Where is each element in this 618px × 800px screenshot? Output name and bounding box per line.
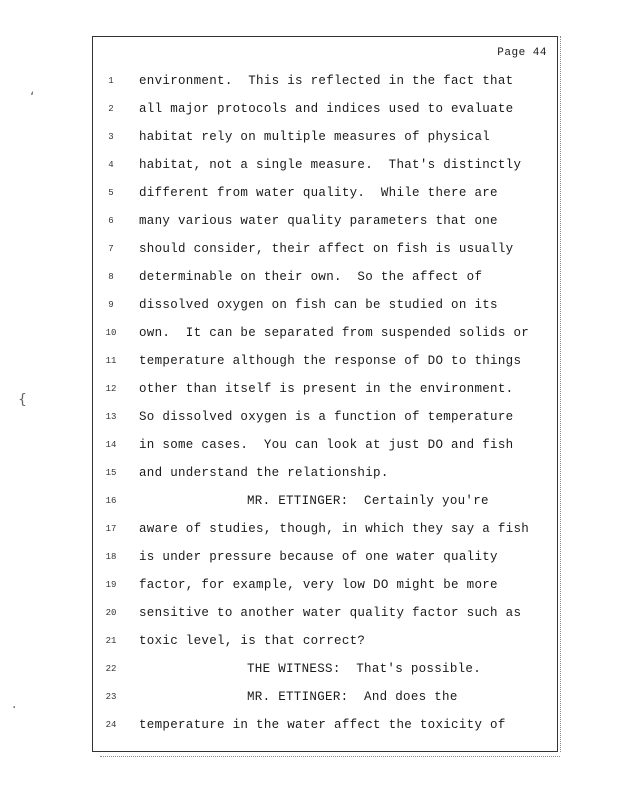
line-text: temperature although the response of DO to things (139, 354, 522, 368)
line-number: 18 (105, 552, 117, 562)
line-text: habitat rely on multiple measures of physical (139, 130, 491, 144)
transcript-line (93, 95, 557, 123)
line-text: habitat, not a single measure. That's distinctly (139, 158, 522, 172)
transcript-line (93, 571, 557, 599)
line-number: 5 (108, 188, 114, 198)
line-number: 19 (105, 580, 117, 590)
line-text: environment. This is reflected in the fact that (139, 74, 514, 88)
line-number: 2 (108, 104, 114, 114)
line-number: 6 (108, 216, 114, 226)
line-text: determinable on their own. So the affect of (139, 270, 483, 284)
speaker-line-text: MR. ETTINGER: And does the (247, 690, 458, 704)
transcript-line (93, 319, 557, 347)
page-number: Page 44 (497, 47, 547, 59)
scan-bracket-icon: { (18, 392, 27, 408)
line-text: many various water quality parameters that one (139, 214, 498, 228)
transcript-line (93, 67, 557, 95)
line-text: should consider, their affect on fish is usually (139, 242, 514, 256)
transcript-line (93, 655, 557, 683)
transcript-line (93, 375, 557, 403)
transcript-line (93, 347, 557, 375)
line-number: 15 (105, 468, 117, 478)
transcript-lines (93, 67, 557, 739)
scan-speck-icon: · (12, 700, 17, 716)
line-text: in some cases. You can look at just DO and fish (139, 438, 514, 452)
line-number: 23 (105, 692, 117, 702)
transcript-line (93, 599, 557, 627)
line-number: 17 (105, 524, 117, 534)
line-number: 10 (105, 328, 117, 338)
line-number: 12 (105, 384, 117, 394)
transcript-line (93, 263, 557, 291)
line-text: factor, for example, very low DO might be more (139, 578, 498, 592)
transcript-line (93, 627, 557, 655)
line-text: is under pressure because of one water quality (139, 550, 498, 564)
line-text: temperature in the water affect the toxicity of (139, 718, 506, 732)
transcript-line (93, 235, 557, 263)
transcript-line (93, 207, 557, 235)
transcript-line (93, 543, 557, 571)
line-number: 22 (105, 664, 117, 674)
line-number: 3 (108, 132, 114, 142)
transcript-line (93, 179, 557, 207)
transcript-line (93, 291, 557, 319)
transcript-line (93, 403, 557, 431)
line-number: 16 (105, 496, 117, 506)
line-text: own. It can be separated from suspended solids or (139, 326, 530, 340)
scan-edge-bottom (100, 756, 560, 760)
line-number: 24 (105, 720, 117, 730)
transcript-line (93, 515, 557, 543)
line-text: aware of studies, though, in which they say a fish (139, 522, 530, 536)
line-number: 7 (108, 244, 114, 254)
transcript-line (93, 123, 557, 151)
line-text: So dissolved oxygen is a function of temperature (139, 410, 514, 424)
transcript-line (93, 151, 557, 179)
line-text: dissolved oxygen on fish can be studied on its (139, 298, 498, 312)
transcript-line (93, 711, 557, 739)
line-number: 14 (105, 440, 117, 450)
transcript-page (92, 36, 558, 752)
line-text: other than itself is present in the environment. (139, 382, 514, 396)
scan-edge-right (560, 36, 565, 752)
line-text: all major protocols and indices used to evaluate (139, 102, 514, 116)
line-number: 13 (105, 412, 117, 422)
line-text: toxic level, is that correct? (139, 634, 366, 648)
line-number: 8 (108, 272, 114, 282)
scan-speck-icon: ‘ (30, 90, 35, 106)
transcript-line (93, 431, 557, 459)
speaker-line-text: MR. ETTINGER: Certainly you're (247, 494, 489, 508)
line-number: 21 (105, 636, 117, 646)
line-number: 4 (108, 160, 114, 170)
transcript-line (93, 459, 557, 487)
transcript-line (93, 683, 557, 711)
speaker-line-text: THE WITNESS: That's possible. (247, 662, 482, 676)
line-number: 9 (108, 300, 114, 310)
line-number: 11 (105, 356, 117, 366)
line-number: 20 (105, 608, 117, 618)
line-text: different from water quality. While there are (139, 186, 498, 200)
line-number: 1 (108, 76, 114, 86)
line-text: and understand the relationship. (139, 466, 389, 480)
transcript-line (93, 487, 557, 515)
line-text: sensitive to another water quality factor such as (139, 606, 522, 620)
